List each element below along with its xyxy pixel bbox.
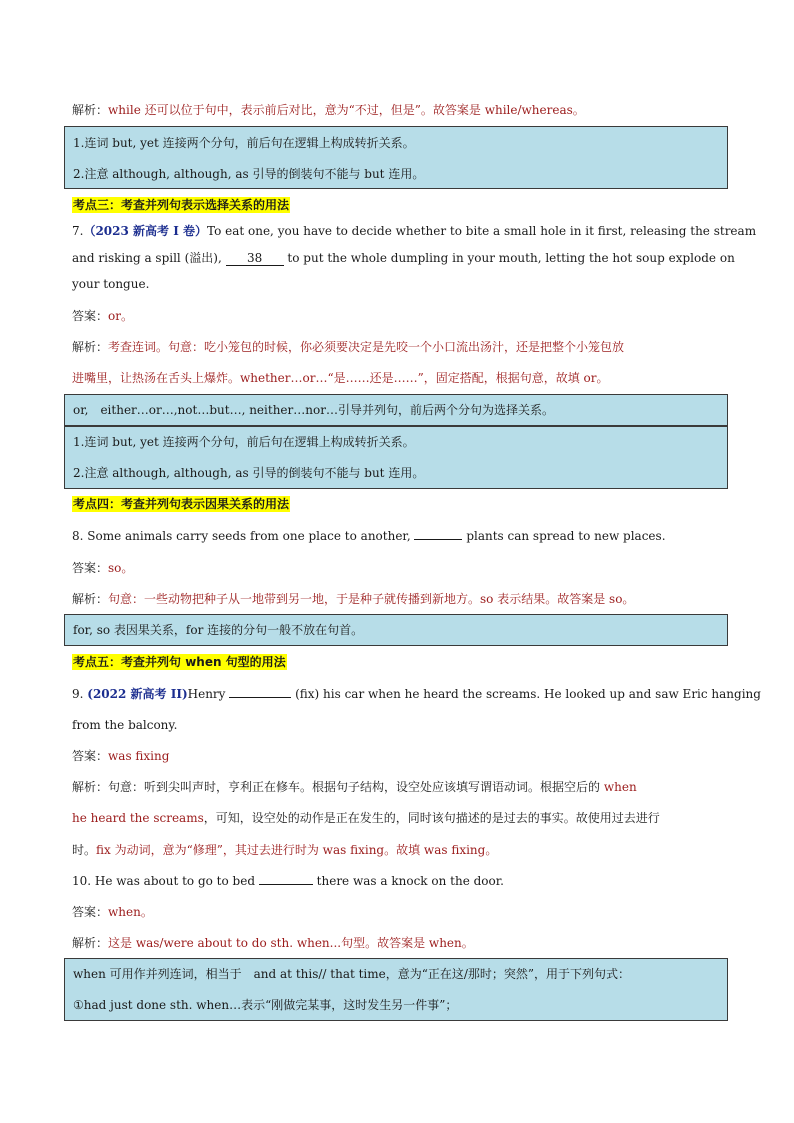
note-line: or, either…or…,not…but…, neither…nor…引导并列句，前后两个分句为选择关系。 bbox=[73, 403, 554, 417]
explanation-text: 句意：听到尖叫声时，亨利正在修车。根据句子结构，设空处应该填写谓语动词。根据空后的 bbox=[108, 780, 601, 794]
answer-text: so。 bbox=[108, 561, 134, 575]
question-7-line-2 bbox=[72, 250, 735, 266]
question-number: 7. bbox=[72, 224, 84, 238]
question-text: 10. He was about to go to bed bbox=[72, 874, 256, 888]
explanation-text: 时。 bbox=[72, 843, 97, 857]
blank bbox=[229, 697, 291, 698]
explanation-text: ，可知，设空处的动作是正在发生的，同时该句描述的是过去的事实。故使用过去进行 bbox=[203, 811, 660, 825]
heading-keyword: when bbox=[185, 655, 222, 669]
answer-9 bbox=[72, 748, 169, 764]
explanation-text: 考查连词。句意：吃小笼包的时候，你必须要决定是先咬一个小口流出汤汁，还是把整个小笼包放 bbox=[108, 340, 625, 354]
blank-38: 38 bbox=[226, 251, 284, 266]
note-line: 1.连词 but, yet 连接两个分句，前后句在逻辑上构成转折关系。 bbox=[73, 136, 415, 150]
answer-text: or。 bbox=[108, 309, 133, 323]
explanation-keyword: when bbox=[603, 780, 637, 794]
note-line: 2.注意 although, although, as 引导的倒装句不能与 but 连用。 bbox=[73, 167, 425, 181]
note-line: ①had just done sth. when…表示“刚做完某事，这时发生另一件事”； bbox=[73, 998, 458, 1012]
explanation-9-line-2 bbox=[72, 810, 660, 826]
answer-label: 答案： bbox=[72, 309, 109, 323]
answer-text: when。 bbox=[108, 905, 153, 919]
answer-label: 答案： bbox=[72, 749, 109, 763]
question-source: （2023 新高考 I 卷） bbox=[83, 224, 207, 238]
note-box-choice bbox=[64, 394, 728, 426]
note-box-cause bbox=[64, 614, 728, 646]
blank bbox=[259, 884, 313, 885]
section-heading-4: 考点四：考查并列句表示因果关系的用法 bbox=[73, 497, 290, 511]
section-heading-5 bbox=[72, 654, 287, 670]
question-text: and risking a spill (溢出), bbox=[72, 251, 222, 265]
question-text: To eat one, you have to decide whether to bite a small hole in it first, releasing the stream bbox=[207, 224, 757, 238]
note-box-contrast-2 bbox=[64, 426, 728, 489]
note-box-when bbox=[64, 958, 728, 1021]
question-text: to put the whole dumpling in your mouth, letting the hot soup explode on bbox=[287, 251, 735, 265]
heading-text: 考点五：考查并列句 bbox=[73, 655, 186, 669]
answer-7 bbox=[72, 308, 133, 324]
explanation-text: 这是 was/were about to do sth. when...句型。故答案是 when。 bbox=[108, 936, 474, 950]
explanation-9-line-1 bbox=[72, 779, 637, 795]
heading-text: 句型的用法 bbox=[221, 655, 286, 669]
explanation-label: 解析： bbox=[72, 780, 109, 794]
explanation-7-line-2: 进嘴里，让热汤在舌头上爆炸。whether…or…“是……还是……”，固定搭配，根据句意，故填 or。 bbox=[72, 371, 609, 385]
explanation-text: while 还可以位于句中，表示前后对比，意为“不过，但是”。故答案是 while/whereas。 bbox=[108, 103, 585, 117]
question-number: 9. bbox=[72, 687, 84, 701]
explanation-label: 解析： bbox=[72, 592, 109, 606]
question-source: (2022 新高考 II) bbox=[87, 687, 188, 701]
explanation-label: 解析： bbox=[72, 340, 109, 354]
explanation-while bbox=[72, 102, 585, 118]
answer-10 bbox=[72, 904, 153, 920]
explanation-label: 解析： bbox=[72, 103, 109, 117]
explanation-text: 句意：一些动物把种子从一地带到另一地，于是种子就传播到新地方。so 表示结果。故答案是 so。 bbox=[108, 592, 635, 606]
explanation-keyword: he heard the screams bbox=[72, 811, 204, 825]
question-text: 8. Some animals carry seeds from one place to another, bbox=[72, 529, 411, 543]
explanation-label: 解析： bbox=[72, 936, 109, 950]
note-box-contrast-1 bbox=[64, 126, 728, 189]
note-line: 1.连词 but, yet 连接两个分句，前后句在逻辑上构成转折关系。 bbox=[73, 435, 415, 449]
explanation-9-line-3 bbox=[72, 842, 497, 858]
answer-label: 答案： bbox=[72, 561, 109, 575]
question-7-line-1 bbox=[72, 223, 756, 239]
answer-label: 答案： bbox=[72, 905, 109, 919]
question-10 bbox=[72, 873, 504, 889]
note-line: when 可用作并列连词，相当于 and at this// that time，意为“正在这/那时；突然”，用于下列句式： bbox=[73, 967, 631, 981]
explanation-10 bbox=[72, 935, 474, 951]
section-heading-3: 考点三：考查并列句表示选择关系的用法 bbox=[73, 198, 290, 212]
answer-8 bbox=[72, 560, 133, 576]
question-text: Henry bbox=[187, 687, 226, 701]
question-7-line-3: your tongue. bbox=[72, 277, 150, 291]
question-text: plants can spread to new places. bbox=[466, 529, 666, 543]
note-line: for, so 表因果关系，for 连接的分句一般不放在句首。 bbox=[73, 623, 364, 637]
question-8 bbox=[72, 528, 666, 544]
question-9-line-1 bbox=[72, 686, 761, 702]
question-text: (fix) his car when he heard the screams. He looked up and saw Eric hanging bbox=[295, 687, 761, 701]
note-line: 2.注意 although, although, as 引导的倒装句不能与 but 连用。 bbox=[73, 466, 425, 480]
question-text: there was a knock on the door. bbox=[316, 874, 504, 888]
blank bbox=[414, 539, 462, 540]
answer-text: was fixing bbox=[108, 749, 170, 763]
explanation-8 bbox=[72, 591, 634, 607]
question-9-line-2: from the balcony. bbox=[72, 718, 178, 732]
explanation-7-line-1 bbox=[72, 339, 624, 355]
explanation-keyword: fix 为动词，意为“修理”，其过去进行时为 was fixing。故填 was fixing。 bbox=[96, 843, 498, 857]
